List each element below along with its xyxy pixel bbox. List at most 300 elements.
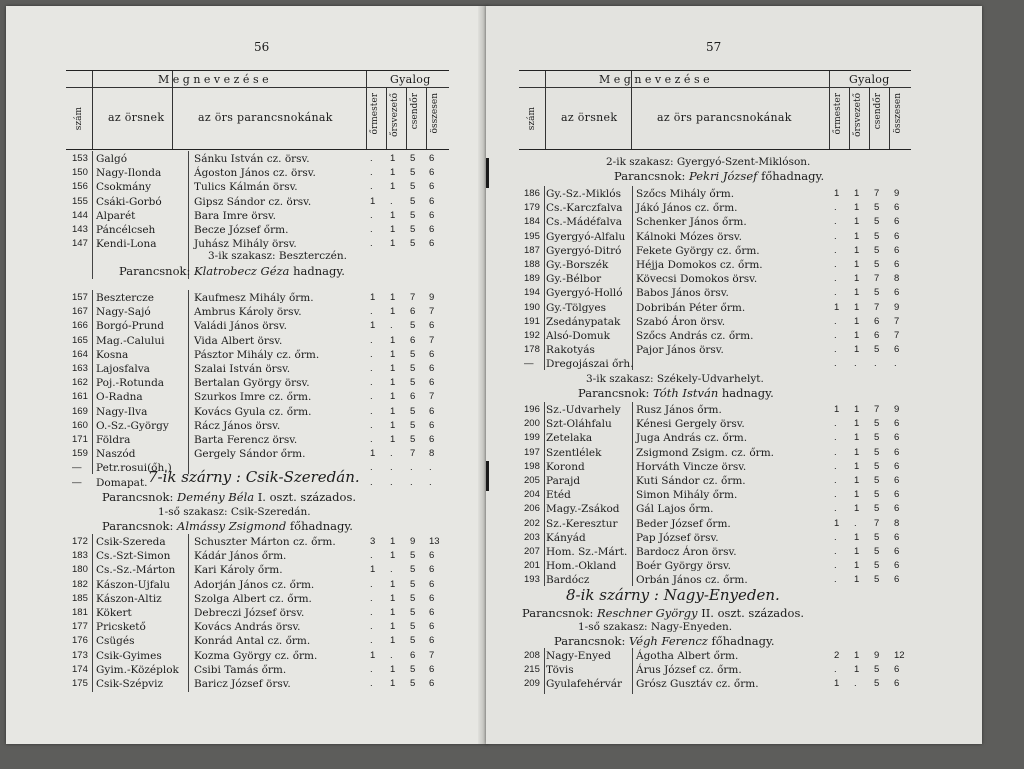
total-count: 6 <box>894 216 900 228</box>
total-count: 6 <box>429 195 435 207</box>
corporal-count: 1 <box>854 650 860 661</box>
gendarme-count: 5 <box>410 607 416 618</box>
row-number: 164 <box>72 348 88 360</box>
station-name: Hom.-Okland <box>546 560 617 573</box>
commander-label: Parancsnok: <box>578 386 650 400</box>
sergeant-count: . <box>370 434 373 445</box>
sergeant-count: . <box>370 209 373 221</box>
row-number: 205 <box>524 475 540 486</box>
sergeant-count: . <box>370 238 373 250</box>
row-number: — <box>524 358 534 370</box>
row-number: 190 <box>524 301 540 313</box>
gendarme-count: 5 <box>874 216 880 228</box>
corporal-count: 1 <box>854 188 860 199</box>
commander-name: Szalai István örsv. <box>194 363 291 375</box>
sergeant-count: . <box>370 550 373 562</box>
total-count: 6 <box>894 230 900 242</box>
sergeant-count: . <box>834 446 837 458</box>
total-count: 9 <box>894 301 900 313</box>
commander-name: Becze József őrm. <box>194 224 289 236</box>
table-row <box>6 405 488 419</box>
gendarme-count: . <box>410 462 413 474</box>
row-number: 166 <box>72 320 88 332</box>
section-1-commander <box>554 634 775 648</box>
corporal-count: 1 <box>390 209 396 221</box>
corporal-count: 1 <box>390 224 396 235</box>
gendarme-count: 7 <box>410 292 416 303</box>
station-name: Kendi-Lona <box>96 238 157 251</box>
left-page <box>6 6 488 744</box>
table-row <box>486 403 982 417</box>
table-row <box>486 315 982 329</box>
table-header <box>66 70 449 150</box>
gendarme-count: 5 <box>874 560 880 572</box>
commander-name: Juhász Mihály örsv. <box>194 238 297 251</box>
table-row <box>6 563 488 577</box>
sergeant-count: 1 <box>370 320 376 332</box>
corporal-count: 1 <box>854 259 860 270</box>
station-name: Nagy-Ilonda <box>96 167 162 180</box>
row-number: 144 <box>72 209 88 221</box>
commander-name: Kuti Sándor cz. őrm. <box>636 475 746 487</box>
gendarme-count: . <box>410 476 413 488</box>
commander-name: Gál Lajos őrm. <box>636 503 714 516</box>
gendarme-count: 5 <box>874 475 880 486</box>
corporal-count: . <box>390 448 393 460</box>
sergeant-count: . <box>834 503 837 515</box>
table-row <box>6 433 488 447</box>
table-row <box>6 305 488 319</box>
commander-label: Parancsnok: <box>522 606 594 620</box>
corporal-count: 1 <box>854 664 860 676</box>
table-row <box>6 677 488 691</box>
header-num: szám <box>527 107 537 131</box>
table-row <box>6 376 488 390</box>
commander-rank: főhadnagy. <box>761 169 825 183</box>
commander-name: Pásztor Mihály cz. őrm. <box>194 348 320 361</box>
row-number: 174 <box>72 663 88 675</box>
row-number: 156 <box>72 181 88 193</box>
header-title: Megnevezése <box>599 73 714 86</box>
gendarme-count: 5 <box>874 230 880 242</box>
total-count: 6 <box>429 167 435 179</box>
station-name: Csik-Szereda <box>96 536 166 548</box>
sergeant-count: . <box>834 460 837 472</box>
gendarme-count: 5 <box>874 503 880 515</box>
total-count: 7 <box>429 334 435 346</box>
gendarme-count: 5 <box>410 181 416 193</box>
corporal-count: . <box>390 564 393 576</box>
table-row <box>6 152 488 166</box>
corporal-count: 1 <box>854 531 860 543</box>
total-count: 6 <box>429 550 435 562</box>
commander-name: Szőcs András cz. őrm. <box>636 330 754 342</box>
corporal-count: 1 <box>390 167 396 179</box>
station-name: Galgó <box>96 153 128 165</box>
sergeant-count: . <box>370 334 373 346</box>
commander-name: Kádár János őrm. <box>194 550 287 563</box>
gendarme-count: 5 <box>410 621 416 633</box>
table-row <box>486 677 982 691</box>
gendarme-count: 6 <box>874 330 880 341</box>
wing-title: 7-ik szárny : Csik-Szeredán. <box>148 468 360 486</box>
row-number: 191 <box>524 315 540 327</box>
table-row <box>486 187 982 201</box>
header-infantry: Gyalog <box>390 73 431 86</box>
header-title: Megnevezése <box>158 73 273 86</box>
commander-name: Héjja Domokos cz. őrm. <box>636 259 763 271</box>
corporal-count: 1 <box>390 153 396 164</box>
page-number: 57 <box>706 40 722 54</box>
sergeant-count: 1 <box>834 188 840 199</box>
commander-name: Kozma György cz. őrm. <box>194 649 318 662</box>
sergeant-count: . <box>370 181 373 193</box>
table-row <box>486 244 982 258</box>
sergeant-count: 3 <box>370 536 376 547</box>
sergeant-count: . <box>370 363 373 374</box>
row-number: 204 <box>524 489 540 501</box>
station-name: Parajd <box>546 475 581 487</box>
row-number: 185 <box>72 592 88 604</box>
gendarme-count: 5 <box>874 546 880 557</box>
sergeant-count: . <box>834 574 837 586</box>
row-number: 161 <box>72 391 88 403</box>
station-name: Naszód <box>96 448 136 461</box>
gendarme-count: 6 <box>410 306 416 318</box>
gendarme-count: 5 <box>874 202 880 214</box>
station-name: Cs.-Mádéfalva <box>546 216 622 229</box>
commander-name: Grósz Gusztáv cz. őrm. <box>636 678 759 691</box>
header-sub-3: összesen <box>893 93 903 134</box>
sergeant-count: . <box>834 202 837 214</box>
commander-label: Parancsnok: <box>102 519 174 533</box>
table-row <box>486 431 982 445</box>
station-name: Csügés <box>96 635 135 648</box>
sergeant-count: . <box>834 358 837 370</box>
station-name: O-Radna <box>96 391 143 404</box>
commander-label: Parancsnok: <box>614 169 686 183</box>
corporal-count: 1 <box>854 560 860 572</box>
table-row <box>486 301 982 315</box>
section-2-title: 2-ik szakasz: Gyergyó-Szent-Miklóson. <box>606 156 811 168</box>
table-row <box>486 531 982 545</box>
total-count: 6 <box>429 181 435 193</box>
commander-name: Debreczi József örsv. <box>194 607 305 619</box>
sergeant-count: . <box>370 462 373 474</box>
gendarme-count: . <box>874 358 877 370</box>
table-row <box>6 476 488 490</box>
station-name: Kosna <box>96 348 129 361</box>
commander-name: Juga András cz. őrm. <box>636 432 748 445</box>
table-row <box>6 390 488 404</box>
commander-name: Babos János örsv. <box>636 287 729 300</box>
total-count: 6 <box>894 446 900 458</box>
total-count: . <box>429 476 432 488</box>
gendarme-count: 7 <box>874 188 880 199</box>
station-name: Cs.-Szt-Simon <box>96 550 171 563</box>
row-number: 169 <box>72 405 88 417</box>
sergeant-count: . <box>834 560 837 572</box>
row-number: 150 <box>72 167 88 179</box>
station-name: Alparét <box>96 209 136 222</box>
row-number: 153 <box>72 153 88 164</box>
corporal-count: 1 <box>390 536 396 547</box>
table-row <box>486 215 982 229</box>
sergeant-count: 1 <box>370 649 376 661</box>
sergeant-count: . <box>834 244 837 256</box>
gendarme-count: 6 <box>874 315 880 327</box>
total-count: . <box>429 462 432 474</box>
sergeant-count: . <box>370 607 373 618</box>
commander-name: Csibi Tamás őrm. <box>194 663 287 676</box>
total-count: 6 <box>429 621 435 633</box>
table-row <box>6 195 488 209</box>
sergeant-count: . <box>370 476 373 488</box>
sergeant-count: . <box>834 344 837 356</box>
table-row <box>486 286 982 300</box>
commander-name: Szolga Albert cz. őrm. <box>194 592 312 605</box>
corporal-count: . <box>854 678 857 690</box>
station-name: Gyergyó-Alfalu <box>546 230 626 243</box>
corporal-count: 1 <box>390 578 396 590</box>
station-name: Cs.-Karczfalva <box>546 202 623 215</box>
commander-name: Bertalan György örsv. <box>194 377 310 390</box>
commander-rank: hadnagy. <box>721 386 774 400</box>
corporal-count: 1 <box>854 418 860 430</box>
total-count: 7 <box>429 649 435 661</box>
table-row <box>6 180 488 194</box>
station-name: Tövis <box>546 664 574 677</box>
corporal-count: 1 <box>390 663 396 675</box>
table-row <box>486 329 982 343</box>
table-row <box>6 319 488 333</box>
sergeant-count: 2 <box>834 650 840 661</box>
corporal-count: . <box>390 476 393 488</box>
sergeant-count: . <box>834 330 837 341</box>
row-number: 207 <box>524 546 540 557</box>
row-number: 182 <box>72 578 88 590</box>
total-count: 6 <box>894 664 900 676</box>
row-number: 215 <box>524 664 540 676</box>
corporal-count: 1 <box>854 216 860 228</box>
corporal-count: . <box>854 517 857 529</box>
table-row <box>6 419 488 433</box>
corporal-count: . <box>854 358 857 370</box>
total-count: 6 <box>429 238 435 250</box>
gendarme-count: 5 <box>874 259 880 270</box>
corporal-count: 1 <box>854 344 860 356</box>
station-name: Gy.-Tölgyes <box>546 301 606 314</box>
total-count: 6 <box>894 531 900 543</box>
table-row <box>486 343 982 357</box>
commander-name: Jákó János cz. őrm. <box>636 202 738 215</box>
row-number: 157 <box>72 292 88 303</box>
sergeant-count: . <box>370 377 373 389</box>
section-1-title: 1-ső szakasz: Csik-Szeredán. <box>158 506 311 518</box>
table-row <box>486 417 982 431</box>
gendarme-count: 5 <box>874 678 880 690</box>
row-number: 177 <box>72 621 88 633</box>
table-row <box>486 663 982 677</box>
commander-name: Klatrobecz Géza <box>194 264 290 278</box>
commander-name: Szabó Áron örsv. <box>636 315 726 328</box>
row-number: 186 <box>524 188 540 199</box>
table-row <box>6 166 488 180</box>
table-row <box>6 447 488 461</box>
gendarme-count: 9 <box>874 650 880 661</box>
total-count: 6 <box>894 344 900 356</box>
commander-rank: I. oszt. százados. <box>257 490 357 504</box>
section-3-commander <box>119 264 345 278</box>
row-number: 180 <box>72 564 88 576</box>
sergeant-count: . <box>370 621 373 633</box>
commander-rank: hadnagy. <box>293 264 345 278</box>
corporal-count: 1 <box>390 621 396 633</box>
sergeant-count: . <box>370 405 373 417</box>
station-name: Páncélcseh <box>96 224 156 236</box>
station-name: O.-Sz.-György <box>96 419 169 432</box>
station-name: Nagy-Sajó <box>96 306 151 319</box>
page-number: 56 <box>254 40 270 54</box>
commander-name: Kövecsi Domokos örsv. <box>636 273 758 286</box>
station-name: Gyim.-Középlok <box>96 663 179 676</box>
row-number: 196 <box>524 404 540 415</box>
station-name: Csáki-Gorbó <box>96 195 162 208</box>
gendarme-count: 7 <box>874 301 880 313</box>
row-number: 197 <box>524 446 540 458</box>
sergeant-count: . <box>834 230 837 242</box>
corporal-count: 1 <box>390 334 396 346</box>
corporal-count: . <box>390 462 393 474</box>
section-2-commander <box>614 169 824 183</box>
corporal-count: 1 <box>390 391 396 403</box>
row-number: 195 <box>524 230 540 242</box>
corporal-count: 1 <box>854 446 860 458</box>
commander-name: Fekete György cz. őrm. <box>636 244 760 257</box>
corporal-count: 1 <box>390 678 396 689</box>
table-row <box>486 517 982 531</box>
sergeant-count: . <box>370 391 373 403</box>
total-count: 6 <box>429 405 435 417</box>
station-name: Csokmány <box>96 181 152 194</box>
corporal-count: 1 <box>390 550 396 562</box>
gendarme-count: 6 <box>410 334 416 346</box>
total-count: 9 <box>894 404 900 415</box>
header-sub-1: őrsvezető <box>390 93 400 137</box>
gendarme-count: 5 <box>410 635 416 647</box>
sergeant-count: . <box>834 489 837 501</box>
commander-name: Schuszter Márton cz. őrm. <box>194 536 336 548</box>
gendarme-count: 7 <box>874 404 880 415</box>
station-name: Szentlélek <box>546 446 602 459</box>
sergeant-count: 1 <box>834 678 840 690</box>
station-name: Csik-Gyimes <box>96 649 162 662</box>
sergeant-count: 1 <box>834 404 840 415</box>
gendarme-count: 5 <box>410 405 416 417</box>
table-row <box>6 237 488 251</box>
sergeant-count: . <box>834 216 837 228</box>
table-row <box>486 488 982 502</box>
row-number: 167 <box>72 306 88 318</box>
sergeant-count: . <box>370 306 373 318</box>
gendarme-count: 5 <box>410 348 416 360</box>
section-3-title: 3-ik szakasz: Székely-Udvarhelyt. <box>586 373 764 385</box>
commander-name: Szőcs Mihály őrm. <box>636 188 735 200</box>
total-count: 6 <box>894 259 900 270</box>
section-3-commander <box>578 386 774 400</box>
station-name: Etéd <box>546 489 571 502</box>
gendarme-count: 6 <box>410 649 416 661</box>
total-count: 6 <box>429 564 435 576</box>
total-count: 6 <box>429 607 435 618</box>
header-sub-1: őrsvezető <box>853 93 863 137</box>
header-commander: az örs parancsnokának <box>198 111 333 124</box>
row-number: 206 <box>524 503 540 515</box>
row-number: — <box>72 476 82 488</box>
station-name: Zsedánypatak <box>546 315 621 328</box>
header-sub-2: csendőr <box>873 93 883 130</box>
station-name: Kászon-Altiz <box>96 592 162 605</box>
gendarme-count: 9 <box>410 536 416 547</box>
total-count: 6 <box>429 224 435 235</box>
total-count: 7 <box>429 306 435 318</box>
gendarme-count: 5 <box>874 531 880 543</box>
row-number: 159 <box>72 448 88 460</box>
commander-name: Ágoston János cz. örsv. <box>194 167 316 180</box>
commander-name: Adorján János cz. őrm. <box>194 578 315 591</box>
station-name: Gyergyó-Holló <box>546 287 623 300</box>
station-name: Cs.-Sz.-Márton <box>96 564 176 577</box>
table-row <box>486 559 982 573</box>
total-count: 8 <box>894 517 900 529</box>
total-count: 6 <box>429 153 435 164</box>
total-count: 8 <box>894 273 900 285</box>
sergeant-count: . <box>370 663 373 675</box>
row-number: 189 <box>524 273 540 285</box>
table-row <box>486 460 982 474</box>
station-name: Pricskető <box>96 621 146 634</box>
total-count: 6 <box>429 363 435 374</box>
commander-label: Parancsnok: <box>554 634 626 648</box>
row-number: 176 <box>72 635 88 647</box>
corporal-count: 1 <box>390 306 396 318</box>
total-count: 7 <box>894 330 900 341</box>
corporal-count: 1 <box>854 330 860 341</box>
header-sub-3: összesen <box>430 93 440 134</box>
sergeant-count: . <box>834 315 837 327</box>
table-row <box>486 357 982 371</box>
commander-name: Szurkos Imre cz. őrm. <box>194 391 312 404</box>
table-row <box>6 334 488 348</box>
row-number: 172 <box>72 536 88 547</box>
corporal-count: 1 <box>390 592 396 604</box>
gendarme-count: 5 <box>410 592 416 604</box>
commander-name: Pap József örsv. <box>636 531 719 544</box>
header-station: az örsnek <box>561 111 618 124</box>
commander-name: Rusz János őrm. <box>636 404 722 416</box>
total-count: 6 <box>429 377 435 389</box>
sergeant-count: . <box>370 419 373 431</box>
commander-name: Zsigmond Zsigm. cz. őrm. <box>636 446 774 459</box>
station-name: Nagy-Enyed <box>546 650 611 662</box>
table-row <box>6 634 488 648</box>
total-count: 6 <box>894 475 900 486</box>
corporal-count: 1 <box>390 181 396 193</box>
commander-rank: II. oszt. százados. <box>701 606 805 620</box>
commander-name: Konrád Antal cz. őrm. <box>194 635 311 648</box>
gendarme-count: 5 <box>410 678 416 689</box>
station-name: Nagy-Ilva <box>96 405 148 418</box>
